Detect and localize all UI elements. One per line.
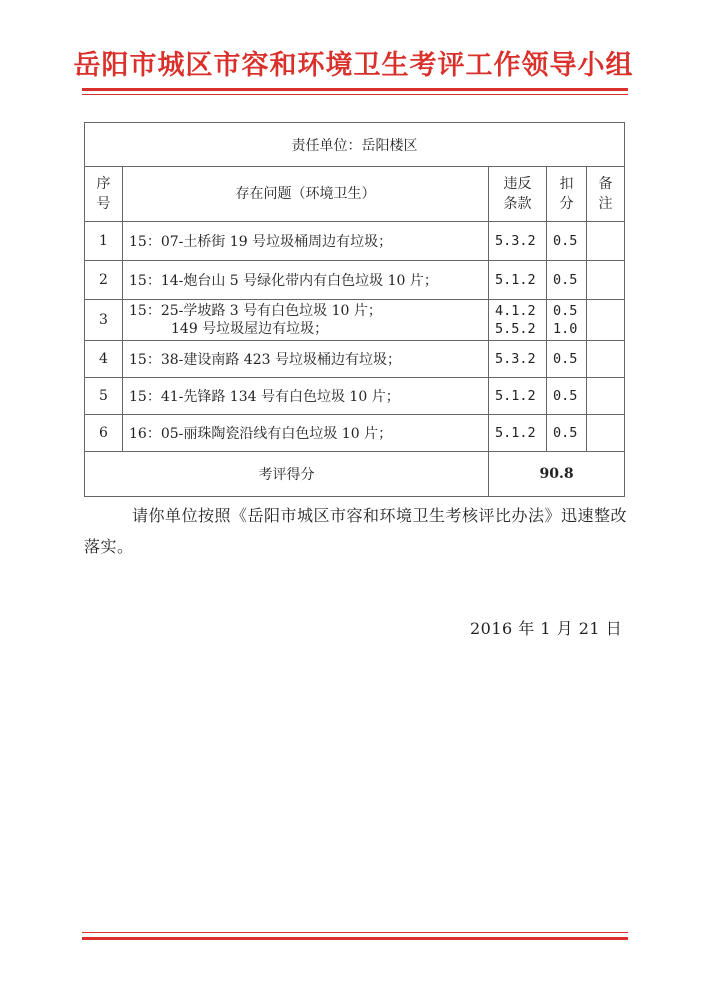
unit-label: 责任单位：岳阳楼区 <box>85 123 625 167</box>
row-clause: 5.1.2 <box>489 378 547 415</box>
header-seq-line2: 号 <box>96 196 111 212</box>
row-seq: 3 <box>85 300 123 341</box>
row-issue: 16：05-丽珠陶瓷沿线有白色垃圾 10 片； <box>123 415 489 452</box>
header-rule-thick <box>82 88 628 91</box>
header-clause <box>489 167 547 222</box>
row-seq: 6 <box>85 415 123 452</box>
header-row <box>85 167 625 222</box>
header-deduct <box>547 167 587 222</box>
row-deduct: 0.5 <box>547 222 587 261</box>
footer-rule-thin <box>82 932 628 933</box>
row-remark <box>587 222 625 261</box>
table-row <box>85 378 625 415</box>
header-remark-line2: 注 <box>598 196 613 212</box>
row-deduct-line1: 0.5 <box>553 303 578 319</box>
header-issue: 存在问题（环境卫生） <box>123 167 489 222</box>
row-issue: 15：14-炮台山 5 号绿化带内有白色垃圾 10 片； <box>123 261 489 300</box>
row-clause: 5.3.2 <box>489 341 547 378</box>
row-issue-line1: 15：25-学坡路 3 号有白色垃圾 10 片； <box>129 303 382 319</box>
issue-date: 2016 年 1 月 21 日 <box>470 619 623 638</box>
row-remark <box>587 341 625 378</box>
header-seq <box>85 167 123 222</box>
score-label: 考评得分 <box>85 452 489 497</box>
header-seq-line1: 序 <box>96 176 111 192</box>
header-remark-line1: 备 <box>598 176 613 192</box>
row-clause: 5.3.2 <box>489 222 547 261</box>
score-value: 90.8 <box>489 452 625 497</box>
header-remark <box>587 167 625 222</box>
table-row <box>85 341 625 378</box>
letterhead-title: 岳阳市城区市容和环境卫生考评工作领导小组 <box>73 50 634 81</box>
row-issue <box>123 300 489 341</box>
table-row <box>85 415 625 452</box>
inspection-table <box>84 122 625 497</box>
row-deduct-line2: 1.0 <box>553 321 578 337</box>
row-seq: 4 <box>85 341 123 378</box>
row-seq: 2 <box>85 261 123 300</box>
row-deduct: 0.5 <box>547 341 587 378</box>
header-clause-line2: 条款 <box>503 196 532 212</box>
row-remark <box>587 415 625 452</box>
row-clause-line2: 5.5.2 <box>495 321 536 337</box>
row-issue: 15：41-先锋路 134 号有白色垃圾 10 片； <box>123 378 489 415</box>
row-deduct: 0.5 <box>547 378 587 415</box>
row-clause <box>489 300 547 341</box>
score-row <box>85 452 625 497</box>
footer-rule-thick <box>82 937 628 940</box>
row-remark <box>587 261 625 300</box>
row-remark <box>587 300 625 341</box>
row-clause: 5.1.2 <box>489 261 547 300</box>
header-rule-thin <box>82 94 628 95</box>
table-row <box>85 300 625 341</box>
row-deduct: 0.5 <box>547 415 587 452</box>
instruction-note: 请你单位按照《岳阳市城区市容和环境卫生考核评比办法》迅速整改落实。 <box>84 506 628 556</box>
header-clause-line1: 违反 <box>503 176 532 192</box>
row-seq: 1 <box>85 222 123 261</box>
row-deduct: 0.5 <box>547 261 587 300</box>
row-seq: 5 <box>85 378 123 415</box>
row-clause-line1: 4.1.2 <box>495 303 536 319</box>
row-deduct <box>547 300 587 341</box>
row-issue: 15：07-土桥街 19 号垃圾桶周边有垃圾； <box>123 222 489 261</box>
header-deduct-line1: 扣 <box>559 176 574 192</box>
table-row <box>85 222 625 261</box>
row-issue-line2: 149 号垃圾屋边有垃圾； <box>171 321 329 337</box>
table-row <box>85 261 625 300</box>
unit-row <box>85 123 625 167</box>
header-deduct-line2: 分 <box>559 196 574 212</box>
row-remark <box>587 378 625 415</box>
row-clause: 5.1.2 <box>489 415 547 452</box>
row-issue: 15：38-建设南路 423 号垃圾桶边有垃圾； <box>123 341 489 378</box>
